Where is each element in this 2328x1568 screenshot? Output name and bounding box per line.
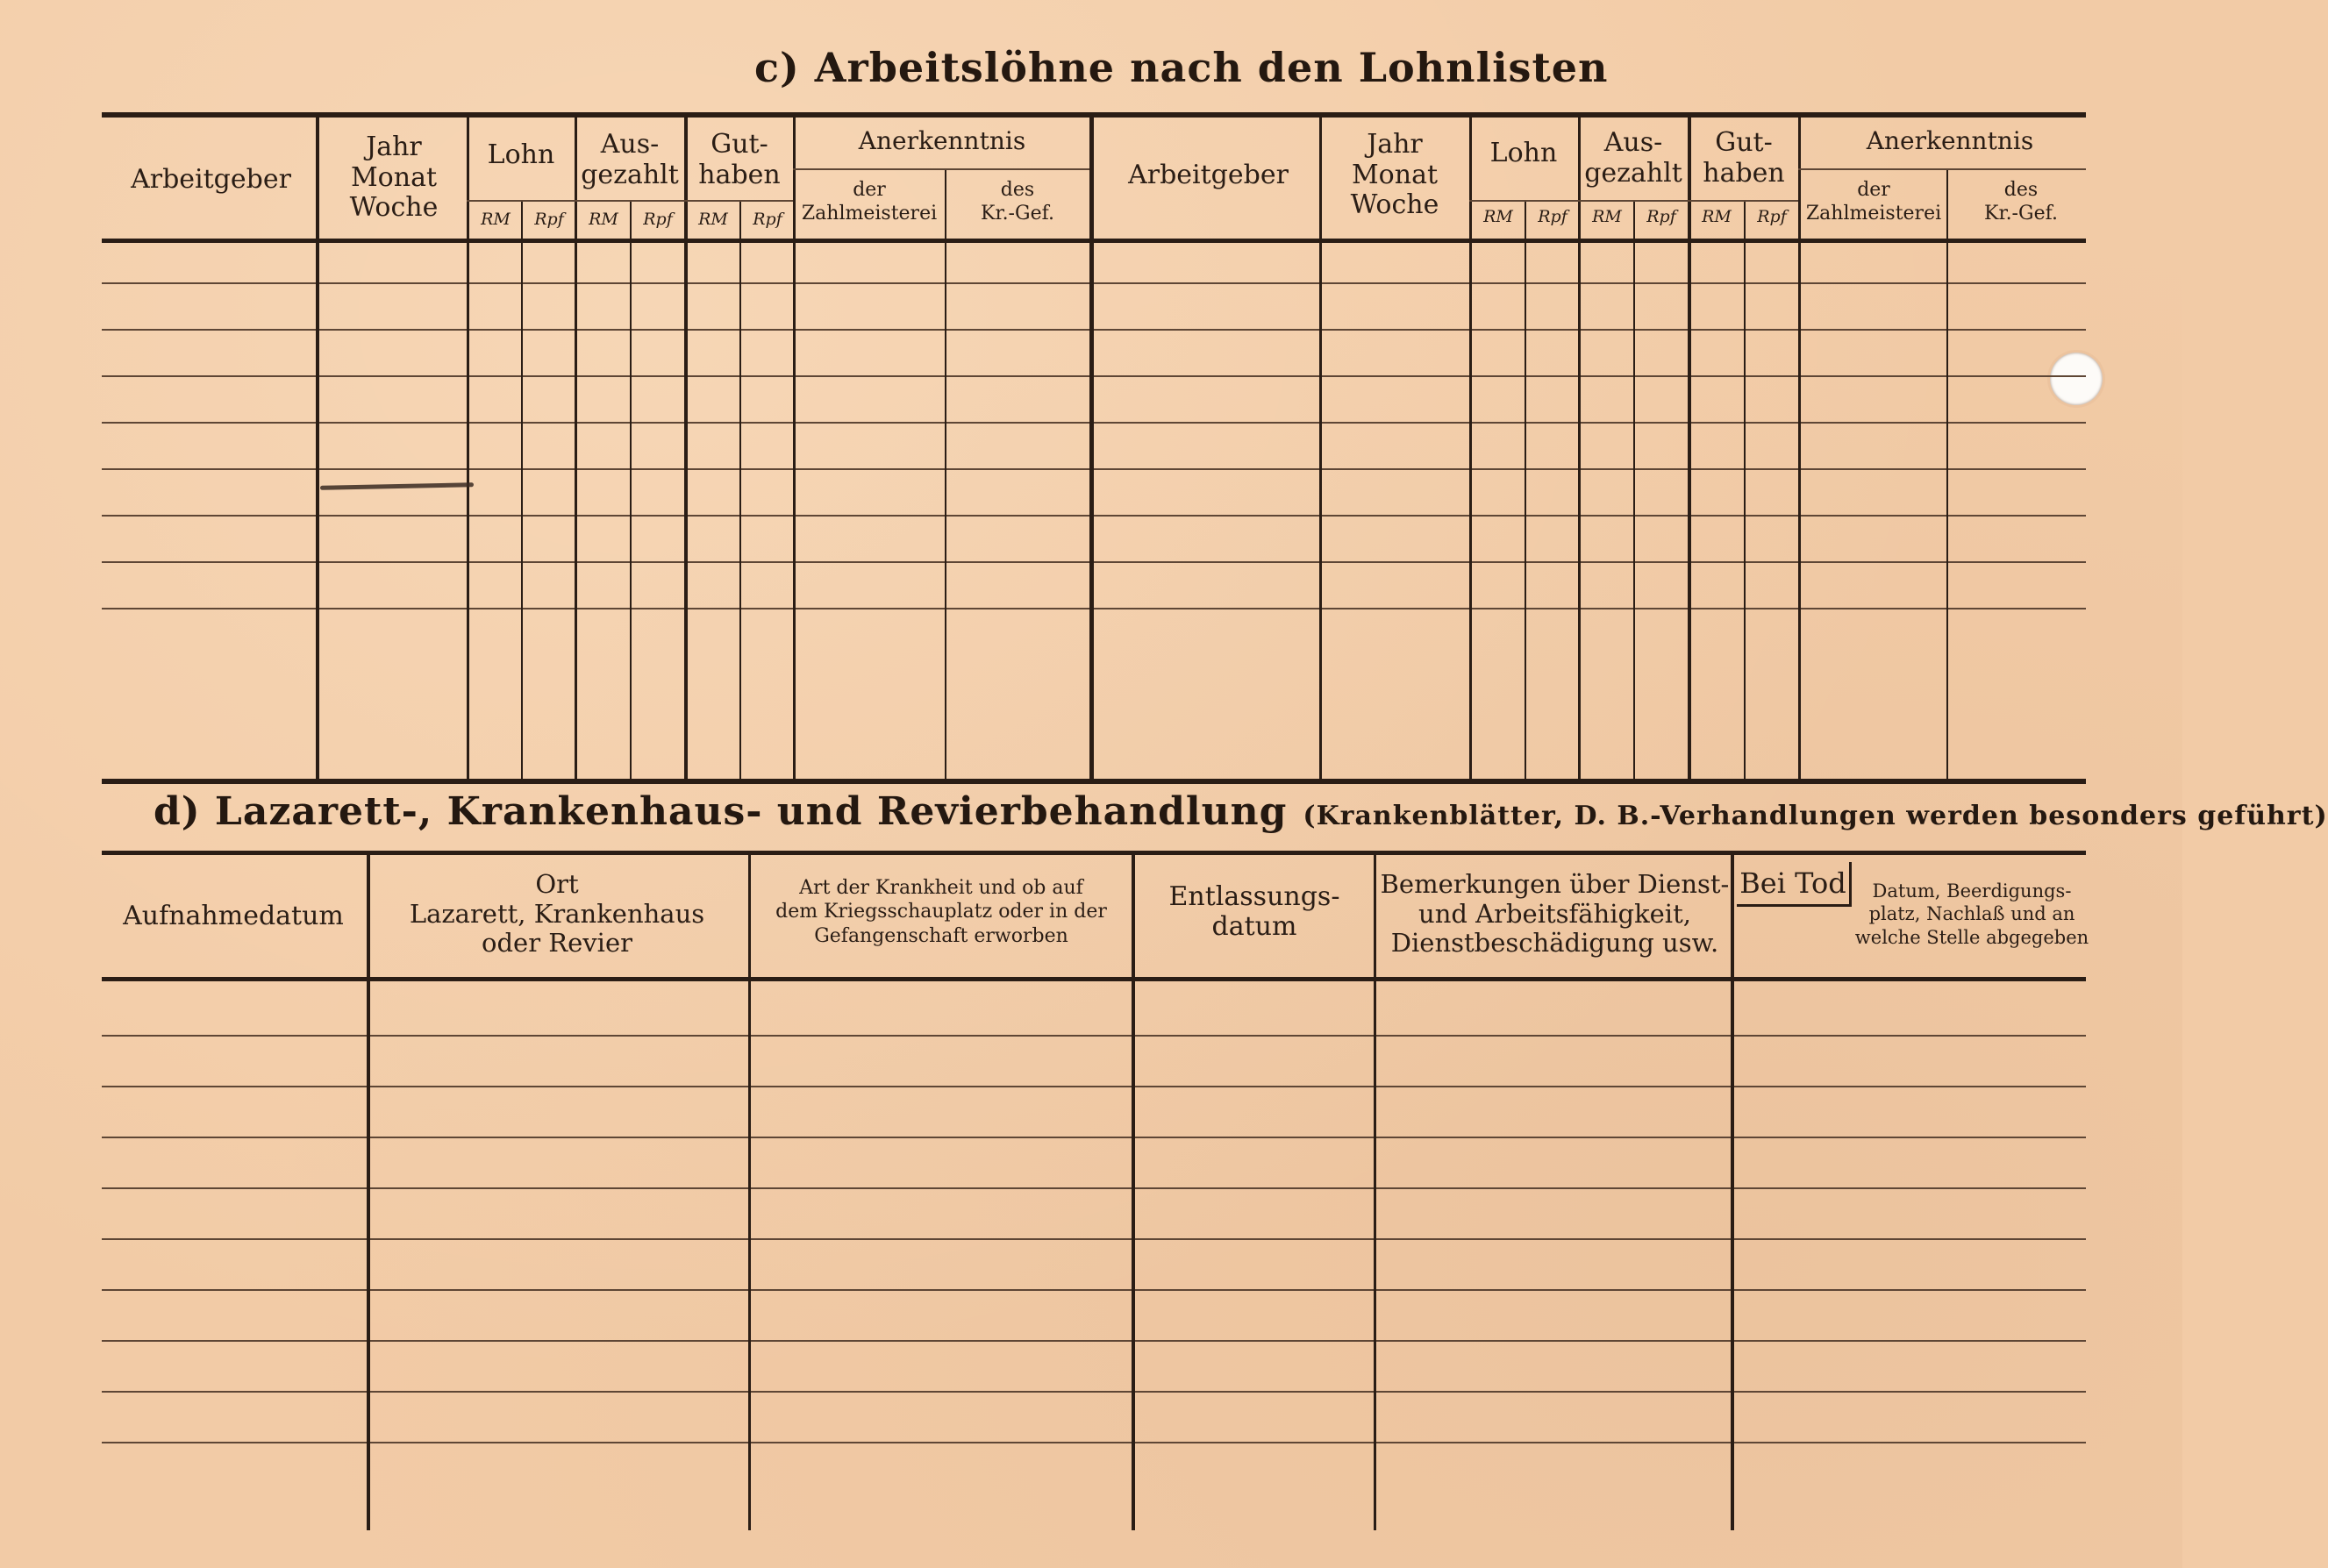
header-ausgezahlt-left: Aus- gezahlt: [581, 129, 679, 190]
header-guthaben-left: Gut- haben: [698, 129, 781, 190]
header-jahr-left: Jahr Monat Woche: [349, 132, 439, 224]
section-c-row-rule: [102, 422, 2086, 424]
section-c-row-rule: [102, 375, 2086, 377]
section-d-row-rule: [102, 1391, 2086, 1393]
rm-rpf-rule: [467, 200, 575, 202]
col-div-center: [1089, 116, 1094, 780]
header-rpf-lohn-right: Rpf: [1538, 207, 1567, 227]
section-d-row-rule: [102, 1289, 2086, 1291]
col-div-anerk-split-left: [945, 168, 946, 780]
header-lohn-right: Lohn: [1489, 138, 1558, 169]
header-jahr-right: Jahr Monat Woche: [1350, 129, 1439, 221]
section-c-row-rule: [102, 329, 2086, 331]
section-d-row-rule: [102, 1137, 2086, 1138]
section-c-header-rule: [102, 239, 2086, 243]
header-rm-lohn-right: RM: [1483, 207, 1513, 227]
header-anerkenntnis-right: Anerkenntnis: [1866, 125, 2034, 155]
header-aufnahmedatum: Aufnahmedatum: [123, 900, 344, 931]
anerkenntnis-rule-left: [793, 168, 1089, 170]
col-div-lohn-split-left: [521, 200, 523, 780]
header-rm-lohn-left: RM: [481, 210, 511, 230]
header-zahlmeisterei-left: der Zahlmeisterei: [801, 178, 938, 225]
section-c-row-rule: [102, 282, 2086, 284]
header-rpf-aus-right: Rpf: [1646, 207, 1676, 227]
col-div-art: [1132, 855, 1135, 1530]
header-bei-tod: Bei Tod: [1737, 862, 1852, 907]
section-d-note: (Krankenblätter, D. B.-Verhandlungen werden besonders geführt): [1303, 801, 2328, 831]
header-guthaben-right: Gut- haben: [1703, 127, 1785, 189]
header-lohn-left: Lohn: [487, 139, 555, 171]
section-d-title: d) Lazarett-, Krankenhaus- und Revierbehandlung (Krankenblätter, D. B.-Verhandlungen werden besonders geführt): [154, 789, 2328, 834]
anerkenntnis-rule-right: [1798, 168, 2086, 170]
col-div-ort: [748, 855, 751, 1530]
header-krgef-right: des Kr.-Gef.: [1984, 178, 2058, 225]
punch-hole: [2050, 353, 2103, 405]
section-c-bottom-rule: [102, 779, 2086, 784]
col-div-arbeitgeber-left: [316, 116, 319, 780]
header-entlassungsdatum: Entlassungs- datum: [1168, 880, 1340, 942]
header-rm-aus-right: RM: [1592, 207, 1622, 227]
header-arbeitgeber-right: Arbeitgeber: [1128, 159, 1289, 190]
section-d-row-rule: [102, 1238, 2086, 1240]
col-div-aus-split-left: [630, 200, 632, 780]
header-rpf-gut-left: Rpf: [753, 210, 782, 230]
header-rpf-aus-left: Rpf: [643, 210, 673, 230]
header-rpf-gut-right: Rpf: [1757, 207, 1787, 227]
section-d-row-rule: [102, 1340, 2086, 1342]
col-div-anerk-split-right: [1946, 168, 1948, 780]
section-c-row-rule: [102, 561, 2086, 563]
header-bemerkungen: Bemerkungen über Dienst- und Arbeitsfähigkeit, Dienstbeschädigung usw.: [1380, 869, 1730, 959]
section-c-title: c) Arbeitslöhne nach den Lohnlisten: [754, 44, 1609, 91]
col-div-lohn-split-right: [1525, 200, 1526, 780]
col-div-gut-split-left: [739, 200, 741, 780]
header-rpf-lohn-left: Rpf: [534, 210, 564, 230]
rm-rpf-rule: [1469, 200, 1578, 202]
pen-mark: [320, 482, 474, 490]
section-d-header-rule: [102, 977, 2086, 981]
col-div-aus-split-right: [1633, 200, 1635, 780]
section-d-top-rule: [102, 851, 2086, 855]
col-div-entlassung: [1374, 855, 1376, 1530]
section-d-row-rule: [102, 1442, 2086, 1443]
section-c-row-rule: [102, 515, 2086, 517]
section-d-row-rule: [102, 1086, 2086, 1087]
col-div-gut-split-right: [1744, 200, 1746, 780]
header-ausgezahlt-right: Aus- gezahlt: [1584, 127, 1682, 189]
header-ort: Ort Lazarett, Krankenhaus oder Revier: [409, 869, 705, 959]
header-rm-aus-left: RM: [589, 210, 618, 230]
header-rm-gut-right: RM: [1702, 207, 1732, 227]
section-d-row-rule: [102, 1187, 2086, 1189]
header-rm-gut-left: RM: [698, 210, 728, 230]
header-art-der-krankheit: Art der Krankheit und ob auf dem Kriegsschauplatz oder in der Gefangenschaft erworben: [775, 876, 1107, 947]
header-datum-beerdigung: Datum, Beerdigungs- platz, Nachlaß und an welche Stelle abgegeben: [1854, 880, 2089, 948]
rm-rpf-rule: [1688, 200, 1798, 202]
section-c-row-rule: [102, 608, 2086, 609]
section-c-row-rule: [102, 468, 2086, 470]
header-krgef-left: des Kr.-Gef.: [981, 178, 1054, 225]
rm-rpf-rule: [1578, 200, 1688, 202]
header-anerkenntnis-left: Anerkenntnis: [858, 125, 1026, 155]
header-arbeitgeber-left: Arbeitgeber: [131, 163, 291, 195]
section-d-row-rule: [102, 1035, 2086, 1037]
header-zahlmeisterei-right: der Zahlmeisterei: [1805, 178, 1942, 225]
